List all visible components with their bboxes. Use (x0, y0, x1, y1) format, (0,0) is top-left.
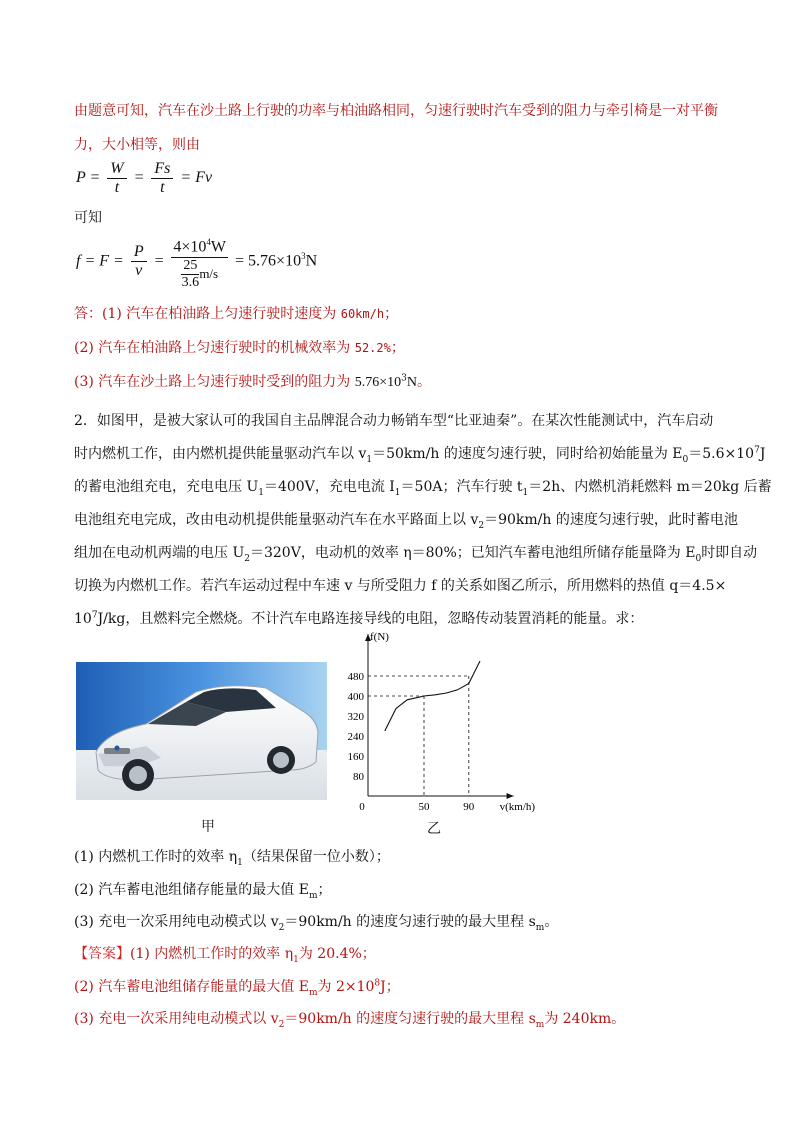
problem-line-3: 的蓄电池组充电，充电电压 $U_1=400V$，充电电流 $I_1=50A$；汽车行驶 $t_1=2h$、内燃机消耗燃料 m＝20kg 后蓄 (74, 479, 772, 498)
answer-line-2: (2) 汽车在柏油路上匀速行驶时的机械效率为 52.2%； (74, 340, 405, 356)
problem-line-1: 2．如图甲，是被大家认可的我国自主品牌混合动力畅销车型“比亚迪秦”。在某次性能测试中，汽车启动 (74, 413, 714, 429)
problem-line-5: 组加在电动机两端的电压 $U_2=320V$，电动机的效率 η＝80%；已知汽车蓄电池组所储存能量降为 $E_0$时即自动 (74, 545, 758, 564)
answer-line-1: 答：(1) 汽车在柏油路上匀速行驶时速度为 60km/h； (74, 306, 399, 322)
x-tick-label: 90 (463, 801, 475, 813)
question-3: (3) 充电一次采用纯电动模式以 $v_2=90km/h$ 的速度匀速行驶的最大里程 $s_m$。 (74, 914, 559, 933)
y-axis-label: f(N) (370, 631, 389, 643)
y-tick-label: 320 (347, 711, 364, 723)
answer-a2: (2) 汽车蓄电池组储存能量的最大值 $E_m$为 $2\times 10^8J$； (74, 978, 400, 998)
solution-line-3: 可知 (74, 210, 102, 226)
problem-line-4: 电池组充电完成，改由电动机提供能量驱动汽车在水平路面上以 $v_2=90km/h$ 的速度匀速行驶，此时蓄电池 (74, 512, 738, 531)
solution-line-2: 力，大小相等，则由 (74, 137, 200, 153)
problem-line-7: $10^7J/kg$，且燃料完全燃烧。不计汽车电路连接导线的电阻，忽略传动装置消耗的能量。求： (74, 610, 644, 627)
y-tick-label: 160 (347, 751, 364, 763)
question-2: (2) 汽车蓄电池组储存能量的最大值 $E_m$； (74, 882, 332, 901)
equation-force: f = F = $\frac{P}{v}$ = $4\times 10^4W$ $\frac{25}{3.6}$ m/s = $5.76\times 10^3N$ (76, 232, 317, 291)
question-1: (1) 内燃机工作时的效率 $\eta_1$（结果保留一位小数）； (74, 849, 390, 868)
problem-line-2: 时内燃机工作，由内燃机提供能量驱动汽车以 $v_1=50km/h$ 的速度匀速行驶，同时给初始能量为 $E_0=5.6\times 10^7J$ (74, 445, 766, 465)
y-tick-label: 400 (347, 691, 364, 703)
x-tick-label: 50 (418, 801, 430, 813)
x-axis-label: v(km/h) (499, 801, 536, 813)
caption-yi: 乙 (427, 821, 441, 837)
x-axis-arrow (507, 793, 514, 799)
y-tick-label: 480 (347, 671, 364, 683)
y-tick-label: 240 (347, 731, 364, 743)
caption-jia: 甲 (201, 819, 215, 835)
answer-a1: 【答案】(1) 内燃机工作时的效率 $\eta_1$为 20.4%； (74, 946, 376, 965)
x-tick-label: 0 (359, 801, 365, 813)
resistance-speed-graph (338, 628, 558, 813)
y-tick-label: 80 (353, 771, 364, 783)
problem-line-6: 切换为内燃机工作。若汽车运动过程中车速 v 与所受阻力 f 的关系如图乙所示，所用燃料的热值 q＝4.5× (74, 578, 727, 594)
car-photo (76, 662, 327, 800)
answer-a3: (3) 充电一次采用纯电动模式以 $v_2=90km/h$ 的速度匀速行驶的最大里程 $s_m$为 240km。 (74, 1011, 626, 1030)
equation-power: P = $\frac{W}{t}$ = $\frac{Fs}{t}$ = Fv (76, 160, 213, 196)
solution-line-1: 由题意可知，汽车在沙土路上行驶的功率与柏油路相同，匀速行驶时汽车受到的阻力与牵引椅是一对平衡 (74, 103, 718, 119)
answer-tag: 【答案】 (74, 946, 130, 962)
answer-line-3: (3) 汽车在沙土路上匀速行驶时受到的阻力为 $5.76\times 10^3N$。 (74, 373, 431, 390)
